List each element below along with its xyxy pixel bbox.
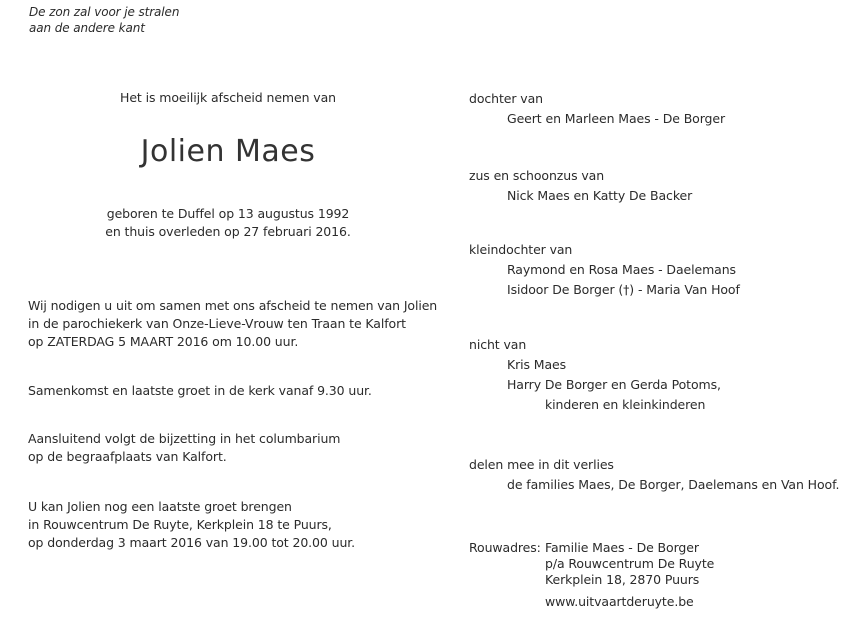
death-line: en thuis overleden op 27 februari 2016. xyxy=(105,224,351,239)
birth-line: geboren te Duffel op 13 augustus 1992 xyxy=(106,206,350,221)
sister-label: zus en schoonzus van xyxy=(469,168,605,183)
granddaughter-label: kleindochter van xyxy=(469,242,573,257)
paragraph-line: Aansluitend volgt de bijzetting in het columbarium xyxy=(28,431,341,446)
address-line: p/a Rouwcentrum De Ruyte xyxy=(545,556,715,571)
paragraph-line: in de parochiekerk van Onze-Lieve-Vrouw ten Traan te Kalfort xyxy=(28,316,406,331)
aunt-uncle-names-2: Harry De Borger en Gerda Potoms, xyxy=(507,377,721,392)
motto-line-1: De zon zal voor je stralen xyxy=(29,5,180,19)
grandparents-names-1: Raymond en Rosa Maes - Daelemans xyxy=(507,262,736,277)
share-label: delen mee in dit verlies xyxy=(469,457,614,472)
paragraph-line: op donderdag 3 maart 2016 van 19.00 tot 20.00 uur. xyxy=(28,535,356,550)
visitation-paragraph xyxy=(28,498,355,552)
paragraph-line: in Rouwcentrum De Ruyte, Kerkplein 18 te Puurs, xyxy=(28,517,332,532)
burial-paragraph xyxy=(28,430,340,466)
address-block xyxy=(545,540,714,588)
paragraph-line: op ZATERDAG 5 MAART 2016 om 10.00 uur. xyxy=(28,334,299,349)
paragraph-line: Samenkomst en laatste groet in de kerk vanaf 9.30 uur. xyxy=(28,383,372,398)
address-label: Rouwadres: xyxy=(469,540,541,555)
children-grandchildren: kinderen en kleinkinderen xyxy=(545,397,706,412)
daughter-label: dochter van xyxy=(469,91,543,106)
invitation-paragraph xyxy=(28,297,437,351)
motto xyxy=(29,4,179,36)
address-line: Kerkplein 18, 2870 Puurs xyxy=(545,572,700,587)
motto-line-2: aan de andere kant xyxy=(29,21,145,35)
niece-label: nicht van xyxy=(469,337,527,352)
paragraph-line: op de begraafplaats van Kalfort. xyxy=(28,449,227,464)
address-line: Familie Maes - De Borger xyxy=(545,540,699,555)
birth-death-info xyxy=(28,205,428,241)
paragraph-line: U kan Jolien nog een laatste groet brengen xyxy=(28,499,292,514)
families-names: de families Maes, De Borger, Daelemans en Van Hoof. xyxy=(507,477,840,492)
gathering-paragraph xyxy=(28,382,372,400)
parents-names: Geert en Marleen Maes - De Borger xyxy=(507,111,726,126)
website-link[interactable]: www.uitvaartderuyte.be xyxy=(545,594,694,609)
intro-text: Het is moeilijk afscheid nemen van xyxy=(120,90,336,105)
sibling-names: Nick Maes en Katty De Backer xyxy=(507,188,693,203)
paragraph-line: Wij nodigen u uit om samen met ons afscheid te nemen van Jolien xyxy=(28,298,438,313)
grandparents-names-2: Isidoor De Borger (†) - Maria Van Hoof xyxy=(507,282,740,297)
aunt-uncle-names-1: Kris Maes xyxy=(507,357,567,372)
deceased-name: Jolien Maes xyxy=(140,134,316,169)
